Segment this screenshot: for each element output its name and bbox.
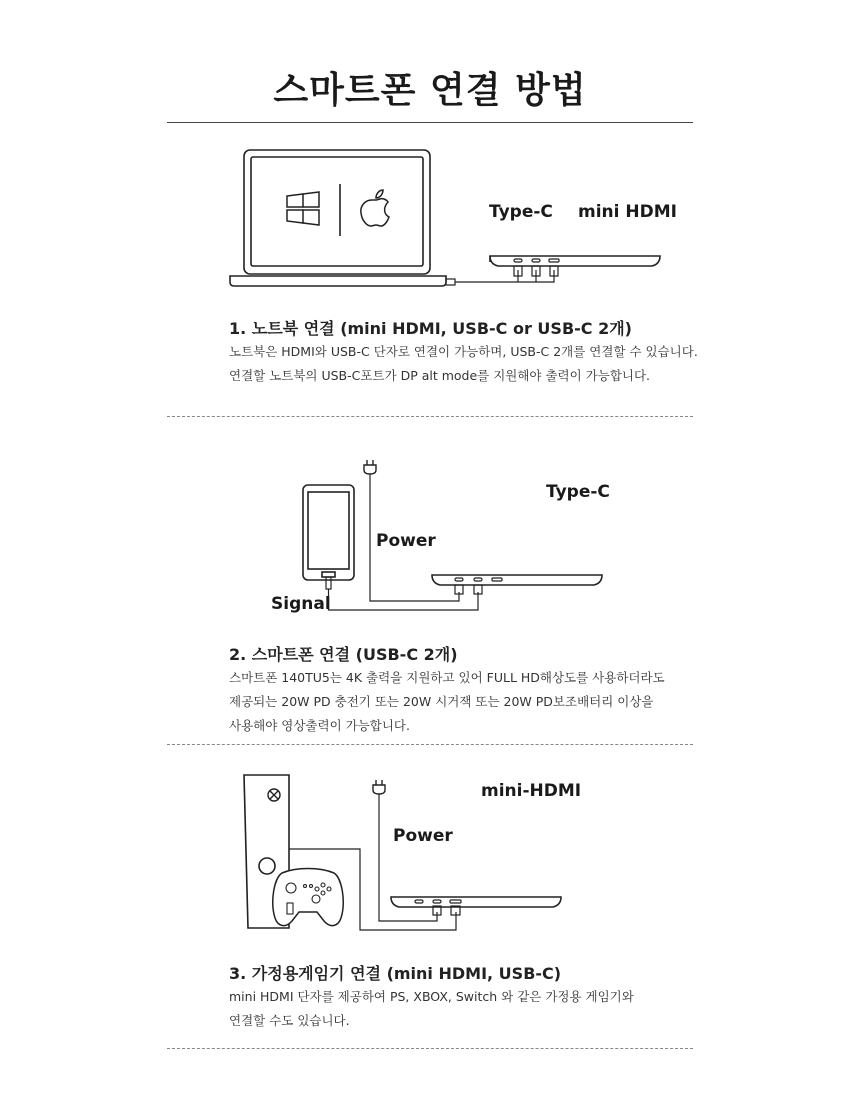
game-controller-icon: [273, 869, 343, 926]
section-1-description: [229, 340, 698, 388]
windows-logo-icon: [287, 192, 319, 225]
section-3-description: [229, 985, 634, 1033]
laptop-screen: [244, 150, 430, 274]
section-2-heading: 2. 스마트폰 연결 (USB-C 2개): [229, 645, 458, 664]
power-label: Power: [393, 826, 453, 846]
section-2-line: 제공되는 20W PD 충전기 또는 20W 시거잭 또는 20W PD보조배터리 이상을: [229, 694, 654, 709]
signal-label: Signal: [271, 594, 331, 614]
section-divider: [167, 1048, 693, 1049]
smartphone-diagram: [0, 450, 860, 620]
type-c-label: Type-C: [489, 202, 553, 222]
power-label: Power: [376, 531, 436, 551]
console-diagram: [0, 765, 860, 940]
section-1-line: 노트북은 HDMI와 USB-C 단자로 연결이 가능하며, USB-C 2개를 연결할 수 있습니다.: [229, 344, 698, 359]
power-plug-icon: [364, 460, 376, 474]
section-1-heading: 1. 노트북 연결 (mini HDMI, USB-C or USB-C 2개): [229, 319, 632, 338]
section-2-line: 사용해야 영상출력이 가능합니다.: [229, 718, 410, 733]
section-3-line: 연결할 수도 있습니다.: [229, 1013, 350, 1028]
section-divider: [167, 416, 693, 417]
mini-hdmi-label: mini HDMI: [578, 202, 677, 222]
section-2-line: 스마트폰 140TU5는 4K 출력을 지원하고 있어 FULL HD해상도를 사용하더라도: [229, 670, 665, 685]
section-2-description: [229, 666, 665, 738]
page-title: 스마트폰 연결 방법: [273, 70, 587, 111]
type-c-label: Type-C: [546, 482, 610, 502]
section-divider: [167, 744, 693, 745]
mini-hdmi-label: mini-HDMI: [481, 781, 582, 801]
laptop-diagram: [0, 140, 860, 300]
apple-logo-icon: [361, 190, 389, 226]
power-plug-icon: [373, 780, 385, 794]
section-3-heading: 3. 가정용게임기 연결 (mini HDMI, USB-C): [229, 964, 562, 983]
section-3-line: mini HDMI 단자를 제공하여 PS, XBOX, Switch 와 같은 가정용 게임기와: [229, 989, 634, 1004]
xbox-logo-icon: [268, 789, 280, 801]
smartphone-device: [303, 485, 354, 580]
section-1-line: 연결할 노트북의 USB-C포트가 DP alt mode를 지원해야 출력이 가능합니다.: [229, 368, 651, 383]
title-divider: [167, 122, 693, 123]
